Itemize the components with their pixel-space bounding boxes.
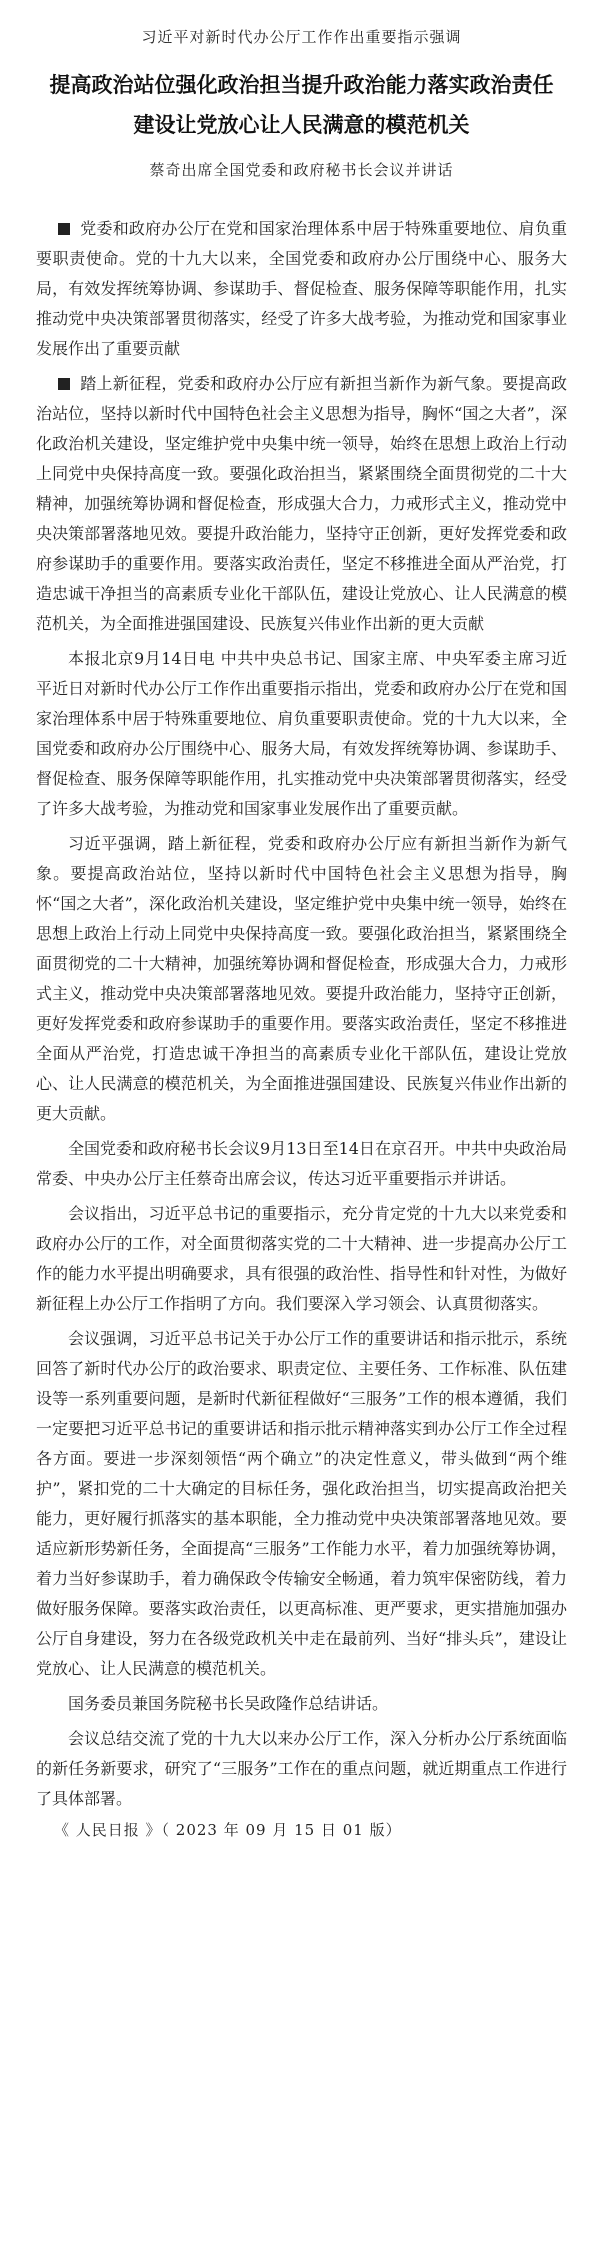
article-headline xyxy=(36,65,567,145)
square-bullet-icon xyxy=(58,223,70,235)
summary-text-1: 党委和政府办公厅在党和国家治理体系中居于特殊重要地位、肩负重要职责使命。党的十九大以来，全国党委和政府办公厅围绕中心、服务大局，有效发挥统筹协调、参谋助手、督促检查、服务保障等职能作用，扎实推动党中央决策部署贯彻落实，经受了许多大战考验，为推动党和国家事业发展作出了重要贡献 xyxy=(36,219,567,358)
headline-line-2: 建设让党放心让人民满意的模范机关 xyxy=(133,112,470,137)
article-subheadline: 蔡奇出席全国党委和政府秘书长会议并讲话 xyxy=(149,161,454,179)
body-paragraph-4: 会议指出，习近平总书记的重要指示，充分肯定党的十九大以来党委和政府办公厅的工作，对全面贯彻落实党的二十大精神、进一步提高办公厅工作的能力水平提出明确要求，具有很强的政治性、指导性和针对性，为做好新征程上办公厅工作指明了方向。我们要深入学习领会、认真贯彻落实。 xyxy=(36,1204,567,1313)
square-bullet-icon xyxy=(58,378,70,390)
body-paragraph-5: 会议强调，习近平总书记关于办公厅工作的重要讲话和指示批示，系统回答了新时代办公厅的政治要求、职责定位、主要任务、工作标准、队伍建设等一系列重要问题，是新时代新征程做好“三服务”工作的根本遵循，我们一定要把习近平总书记的重要讲话和指示批示精神落实到办公厅工作全过程各方面。要进一步深刻领悟“两个确立”的决定性意义，带头做到“两个维护”，紧扣党的二十大确定的目标任务，强化政治担当，切实提高政治把关能力，更好履行抓落实的基本职能，全力推动党中央决策部署落地见效。要适应新形势新任务，全面提高“三服务”工作能力水平，着力加强统筹协调，着力当好参谋助手，着力确保政令传输安全畅通，着力筑牢保密防线，着力做好服务保障。要落实政治责任，以更高标准、更严要求，更实措施加强办公厅自身建设，努力在各级党政机关中走在最前列、当好“排头兵”，建设让党放心、让人民满意的模范机关。 xyxy=(36,1329,567,1678)
summary-item-2 xyxy=(36,369,567,639)
body-paragraph-7: 会议总结交流了党的十九大以来办公厅工作，深入分析办公厅系统面临的新任务新要求，研究了“三服务”工作在的重点问题，就近期重点工作进行了具体部署。 xyxy=(36,1729,567,1808)
article-kicker: 习近平对新时代办公厅工作作出重要指示强调 xyxy=(141,28,462,46)
article-source: 《 人民日报 》（ 2023 年 09 月 15 日 01 版） xyxy=(54,1821,402,1839)
summary-item-1 xyxy=(36,214,567,364)
summary-text-2: 踏上新征程，党委和政府办公厅应有新担当新作为新气象。要提高政治站位，坚持以新时代中国特色社会主义思想为指导，胸怀“国之大者”，深化政治机关建设，坚定维护党中央集中统一领导，始终在思想上政治上行动上同党中央保持高度一致。要强化政治担当，紧紧围绕全面贯彻党的二十大精神，加强统筹协调和督促检查，形成强大合力，力戒形式主义，推动党中央决策部署落地见效。要提升政治能力，坚持守正创新，更好发挥党委和政府参谋助手的重要作用。要落实政治责任，坚定不移推进全面从严治党，打造忠诚干净担当的高素质专业化干部队伍，建设让党放心、让人民满意的模范机关，为全面推进强国建设、民族复兴伟业作出新的更大贡献 xyxy=(36,374,567,633)
body-paragraph-1: 本报北京9月14日电 中共中央总书记、国家主席、中央军委主席习近平近日对新时代办公厅工作作出重要指示指出，党委和政府办公厅在党和国家治理体系中居于特殊重要地位、肩负重要职责使命。党的十九大以来，全国党委和政府办公厅围绕中心、服务大局，有效发挥统筹协调、参谋助手、督促检查、服务保障等职能作用，扎实推动党中央决策部署贯彻落实，经受了许多大战考验，为推动党和国家事业发展作出了重要贡献。 xyxy=(36,649,567,818)
body-paragraph-2: 习近平强调，踏上新征程，党委和政府办公厅应有新担当新作为新气象。要提高政治站位，坚持以新时代中国特色社会主义思想为指导，胸怀“国之大者”，深化政治机关建设，坚定维护党中央集中统一领导，始终在思想上政治上行动上同党中央保持高度一致。要强化政治担当，紧紧围绕全面贯彻党的二十大精神，加强统筹协调和督促检查，形成强大合力，力戒形式主义，推动党中央决策部署落地见效。要提升政治能力，坚持守正创新，更好发挥党委和政府参谋助手的重要作用。要落实政治责任，坚定不移推进全面从严治党，打造忠诚干净担当的高素质专业化干部队伍，建设让党放心、让人民满意的模范机关，为全面推进强国建设、民族复兴伟业作出新的更大贡献。 xyxy=(36,834,567,1123)
body-paragraph-6: 国务委员兼国务院秘书长吴政隆作总结讲话。 xyxy=(68,1694,389,1713)
body-paragraph-3: 全国党委和政府秘书长会议9月13日至14日在京召开。中共中央政治局常委、中央办公厅主任蔡奇出席会议，传达习近平重要指示并讲话。 xyxy=(36,1139,567,1188)
headline-line-1: 提高政治站位强化政治担当提升政治能力落实政治责任 xyxy=(49,72,554,97)
